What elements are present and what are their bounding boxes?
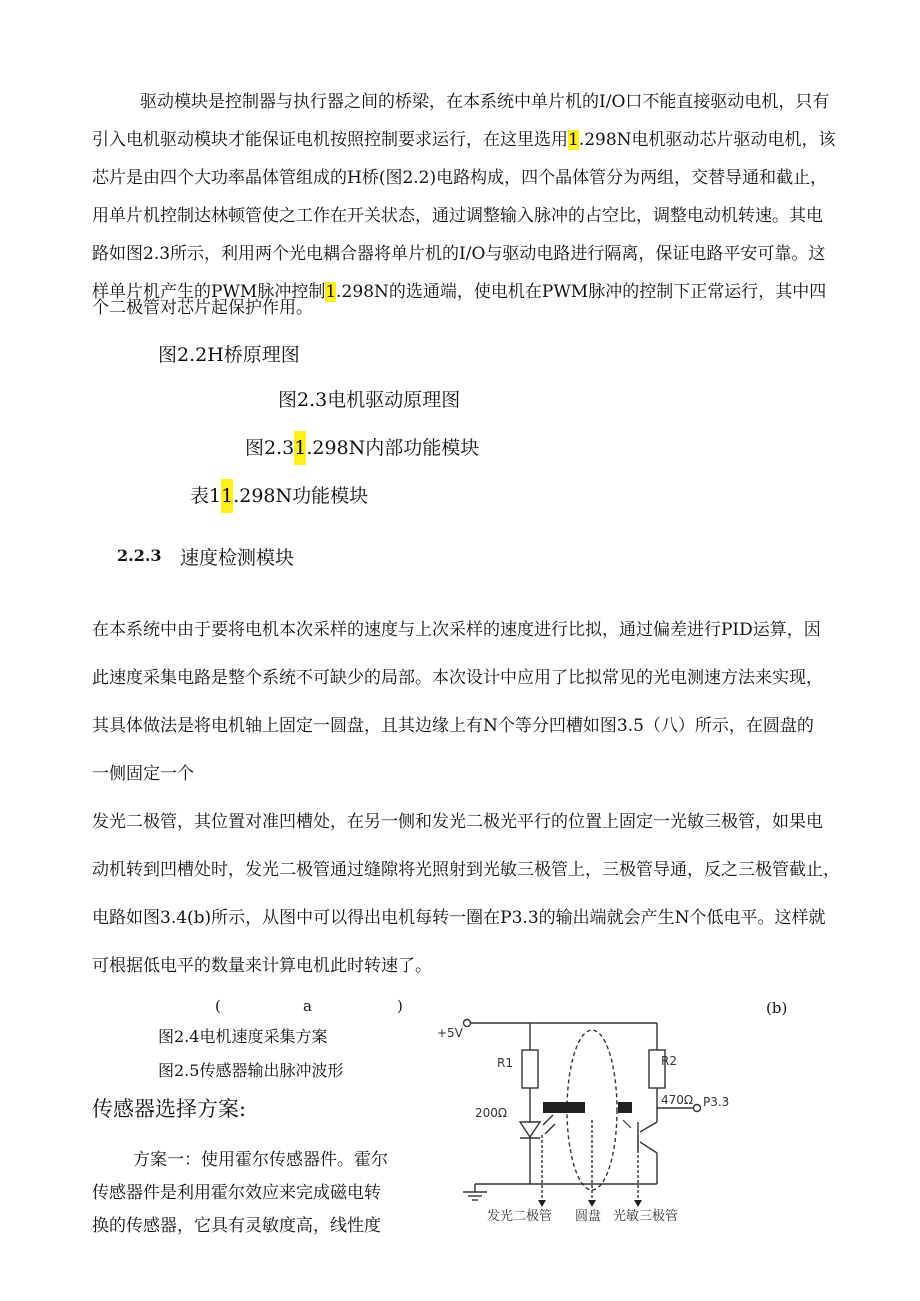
- text-line: 传感器件是利用霍尔效应来完成磁电转: [92, 1183, 381, 1203]
- section-number: 2.2.3: [117, 546, 162, 565]
- output-terminal: [694, 1105, 701, 1112]
- supply-terminal: [464, 1020, 471, 1027]
- text-line: 此速度采集电路是整个系统不可缺少的局部。本次设计中应用了比拟常见的光电测速方法来实现，: [92, 668, 823, 688]
- highlight-mark: 1: [294, 431, 306, 465]
- text-line: 动机转到凹槽处时，发光二极管通过缝隙将光照射到光敏三极管上，三极管导通，反之三极管截止，: [92, 860, 840, 880]
- highlight-mark: 1: [221, 479, 233, 513]
- supply-label: +5V: [437, 1026, 463, 1040]
- output-label: P3.3: [703, 1095, 730, 1109]
- highlight-mark: 1: [568, 130, 579, 150]
- text-line: 个二极管对芯片起保护作用。: [92, 298, 313, 318]
- r1-value: 200Ω: [475, 1106, 508, 1120]
- text-line: 路如图2.3所示，利用两个光电耦合器将单片机的I/O与驱动电路进行隔离，保证电路平安可靠。这: [92, 244, 826, 264]
- section-title: 速度检测模块: [180, 547, 295, 569]
- text-line: 一侧固定一个: [92, 764, 194, 784]
- caption-table-1: 表11.298N功能模块: [190, 484, 368, 508]
- sensor-heading: 传感器选择方案:: [92, 1097, 247, 1121]
- led-caption: 发光二极管: [487, 1209, 553, 1224]
- subfig-a-letter: a: [303, 997, 312, 1015]
- highlight-mark: 1: [325, 282, 337, 302]
- resistor-r1: [522, 1050, 538, 1088]
- text-line: 在本系统中由于要将电机本次采样的速度与上次采样的速度进行比拟，通过偏差进行PID运算，因: [92, 620, 821, 640]
- text-line: 电路如图3.4(b)所示，从图中可以得出电机每转一圈在P3.3的输出端就会产生N个低电平。这样就: [92, 908, 826, 928]
- r1-label: R1: [497, 1056, 513, 1070]
- caption-fig-2-5: 图2.5传感器输出脉冲波形: [158, 1061, 344, 1080]
- caption-fig-2-4: 图2.4电机速度采集方案: [158, 1027, 328, 1046]
- text-line: 样单片机产生的PWM脉冲控制1.298N的选通端，使电机在PWM脉冲的控制下正常运行，其中四: [92, 282, 827, 302]
- caption-fig-2-3-internal: 图2.31.298N内部功能模块: [245, 436, 479, 460]
- text-line: 用单片机控制达林顿管使之工作在开关状态，通过调整输入脉冲的占空比，调整电动机转速。其电: [92, 206, 823, 226]
- caption-fig-2-3: 图2.3电机驱动原理图: [278, 389, 461, 411]
- light-beam-bar-right: [618, 1102, 632, 1113]
- text-line: 发光二极管，其位置对准凹槽处，在另一侧和发光二极光平行的位置上固定一光敏三极管，如果电: [92, 812, 823, 832]
- r2-label: R2: [661, 1054, 677, 1068]
- text-line: 方案一：使用霍尔传感器件。霍尔: [133, 1150, 388, 1170]
- photoelectric-circuit-diagram: [425, 1010, 730, 1225]
- subfig-b-label: (b): [766, 999, 788, 1017]
- transistor-caption: 光敏三极管: [613, 1209, 679, 1224]
- light-beam-bar-left: [543, 1102, 585, 1113]
- text-line: 驱动模块是控制器与执行器之间的桥梁，在本系统中单片机的I/O口不能直接驱动电机，只有: [140, 92, 830, 112]
- caption-fig-2-2: 图2.2H桥原理图: [158, 344, 300, 366]
- text-line: 换的传感器，它具有灵敏度高，线性度: [92, 1216, 381, 1236]
- r2-value: 470Ω: [661, 1093, 694, 1107]
- subfig-a-close: ): [397, 997, 403, 1015]
- subfig-a-open: (: [215, 997, 221, 1015]
- text-line: 芯片是由四个大功率晶体管组成的H桥(图2.2)电路构成，四个晶体管分为两组，交替导通和截止，: [92, 168, 828, 188]
- text-line: 其具体做法是将电机轴上固定一圆盘，且其边缘上有N个等分凹槽如图3.5（八）所示，在圆盘的: [92, 716, 814, 736]
- text-line: 可根据低电平的数量来计算电机此时转速了。: [92, 956, 432, 976]
- disc-caption: 圆盘: [575, 1209, 602, 1224]
- led-symbol: [520, 1122, 540, 1137]
- text-line: 引入电机驱动模块才能保证电机按照控制要求运行，在这里选用1.298N电机驱动芯片驱动电机，该: [92, 130, 836, 150]
